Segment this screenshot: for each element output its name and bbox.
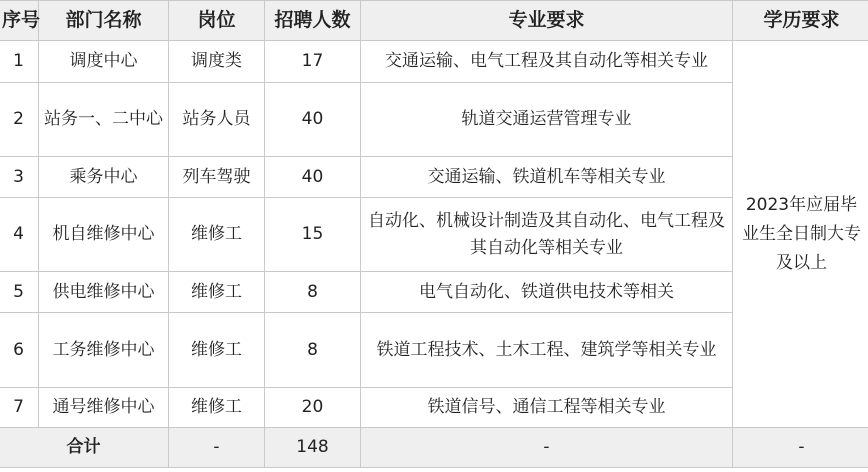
row-major: 铁道信号、通信工程等相关专业 [361, 388, 733, 428]
row-count: 17 [265, 41, 361, 83]
total-row [0, 428, 868, 468]
row-post: 维修工 [169, 388, 265, 428]
row-no: 1 [0, 41, 39, 83]
total-education: - [733, 428, 868, 468]
row-major: 铁道工程技术、土木工程、建筑学等相关专业 [361, 313, 733, 388]
row-post: 维修工 [169, 198, 265, 272]
header-major: 专业要求 [361, 1, 733, 41]
row-count: 40 [265, 83, 361, 157]
header-no: 序号 [0, 1, 39, 41]
row-post: 调度类 [169, 41, 265, 83]
header-education: 学历要求 [733, 1, 868, 41]
header-row [0, 1, 868, 41]
total-major: - [361, 428, 733, 468]
row-no: 5 [0, 272, 39, 313]
row-no: 6 [0, 313, 39, 388]
row-post: 维修工 [169, 313, 265, 388]
education-requirement: 2023年应届毕业生全日制大专及以上 [733, 41, 868, 428]
row-count: 40 [265, 157, 361, 198]
row-count: 20 [265, 388, 361, 428]
table-row [0, 41, 868, 83]
header-count: 招聘人数 [265, 1, 361, 41]
row-no: 2 [0, 83, 39, 157]
row-dept: 通号维修中心 [39, 388, 169, 428]
row-major: 交通运输、电气工程及其自动化等相关专业 [361, 41, 733, 83]
total-count: 148 [265, 428, 361, 468]
total-label: 合计 [0, 428, 169, 468]
row-major: 自动化、机械设计制造及其自动化、电气工程及其自动化等相关专业 [361, 198, 733, 272]
row-post: 维修工 [169, 272, 265, 313]
row-no: 7 [0, 388, 39, 428]
row-post: 列车驾驶 [169, 157, 265, 198]
row-no: 4 [0, 198, 39, 272]
row-major: 电气自动化、铁道供电技术等相关 [361, 272, 733, 313]
header-dept: 部门名称 [39, 1, 169, 41]
row-dept: 乘务中心 [39, 157, 169, 198]
row-dept: 站务一、二中心 [39, 83, 169, 157]
row-no: 3 [0, 157, 39, 198]
row-major: 轨道交通运营管理专业 [361, 83, 733, 157]
row-count: 15 [265, 198, 361, 272]
header-post: 岗位 [169, 1, 265, 41]
row-dept: 工务维修中心 [39, 313, 169, 388]
row-post: 站务人员 [169, 83, 265, 157]
total-post: - [169, 428, 265, 468]
row-major: 交通运输、铁道机车等相关专业 [361, 157, 733, 198]
row-dept: 调度中心 [39, 41, 169, 83]
row-dept: 供电维修中心 [39, 272, 169, 313]
row-dept: 机自维修中心 [39, 198, 169, 272]
row-count: 8 [265, 272, 361, 313]
row-count: 8 [265, 313, 361, 388]
